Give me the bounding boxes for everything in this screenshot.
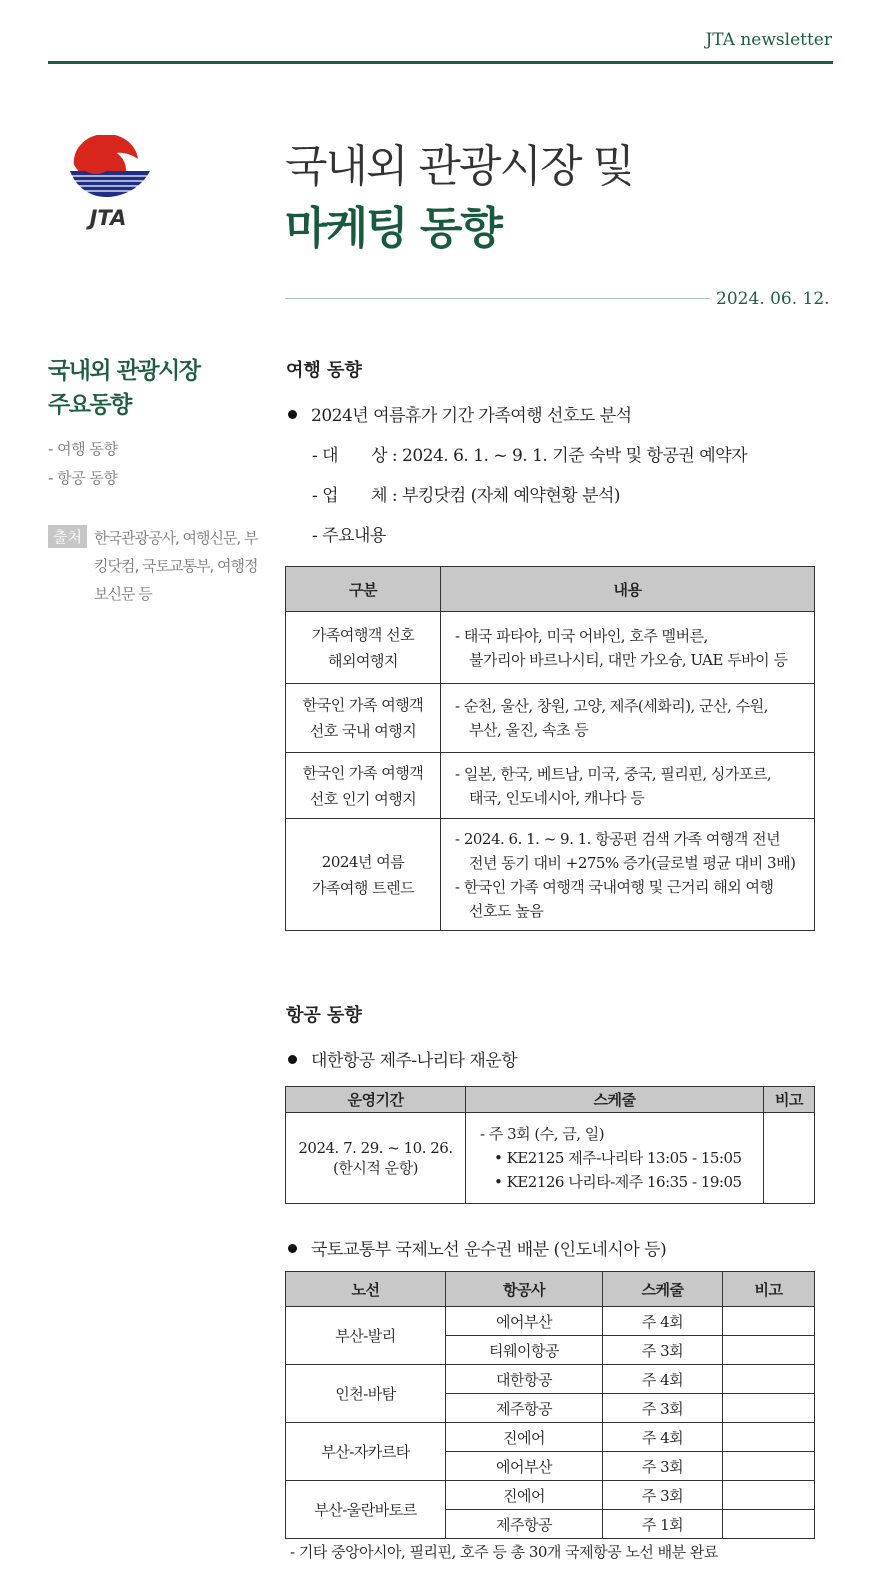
col-header: 비고 <box>764 1087 815 1113</box>
col-header: 노선 <box>286 1272 446 1307</box>
table-row <box>286 1307 815 1336</box>
travel-bullet <box>288 401 632 426</box>
route-allocation-table <box>285 1271 815 1539</box>
airline: 에어부산 <box>446 1307 603 1336</box>
travel-heading: 여행 동향 <box>286 360 362 381</box>
table-row <box>286 1481 815 1510</box>
travel-sub-content: - 주요내용 <box>312 526 386 546</box>
schedule-line: • KE2126 나리타-제주 16:35 - 19:05 <box>494 1173 742 1191</box>
sidebar-item-air[interactable]: - 항공 동향 <box>48 469 118 487</box>
sidebar-item-travel[interactable]: - 여행 동향 <box>48 440 118 458</box>
airline: 진에어 <box>446 1423 603 1452</box>
frequency: 주 4회 <box>603 1423 723 1452</box>
col-header: 스케줄 <box>603 1272 723 1307</box>
svg-text:JTA: JTA <box>89 206 127 230</box>
content-line: - 2024. 6. 1. ~ 9. 1. 항공편 검색 가족 여행객 전년 <box>455 829 781 848</box>
remark <box>764 1113 815 1204</box>
airline: 제주항공 <box>446 1510 603 1539</box>
travel-sub-company: - 업 체 : 부킹닷컴 (자체 예약현황 분석) <box>312 486 621 506</box>
category: 한국인 가족 여행객 <box>302 763 424 782</box>
remark <box>723 1510 815 1539</box>
category: 가족여행객 선호 <box>311 625 415 644</box>
airline: 에어부산 <box>446 1452 603 1481</box>
category: 2024년 여름 <box>321 852 405 871</box>
frequency: 주 3회 <box>603 1452 723 1481</box>
content-line: 불가리아 바르나시티, 대만 가오슝, UAE 두바이 등 <box>469 650 788 669</box>
table-row <box>286 684 815 753</box>
travel-sub-target: - 대 상 : 2024. 6. 1. ~ 9. 1. 기준 숙박 및 항공권 예약자 <box>312 446 747 466</box>
remark <box>723 1365 815 1394</box>
col-header: 운영기간 <box>286 1087 466 1113</box>
table-row <box>286 753 815 819</box>
content-line: - 순천, 울산, 창원, 고양, 제주(세화리), 군산, 수원, <box>455 697 768 715</box>
airline: 제주항공 <box>446 1394 603 1423</box>
table-row <box>286 819 815 931</box>
bullet-icon <box>288 410 297 419</box>
air-bullet-2 <box>288 1235 666 1260</box>
sidebar-title-line2: 주요동향 <box>48 392 131 418</box>
content-line: 태국, 인도네시아, 캐나다 등 <box>469 788 645 807</box>
period: 2024. 7. 29. ~ 10. 26. <box>298 1139 453 1157</box>
frequency: 주 3회 <box>603 1481 723 1510</box>
source-text: 한국관광공사, 여행신문, 부킹닷컴, 국토교통부, 여행정보신문 등 <box>94 529 258 603</box>
col-header: 비고 <box>723 1272 815 1307</box>
col-header: 항공사 <box>446 1272 603 1307</box>
col-header: 내용 <box>441 567 815 612</box>
content-line: 부산, 울진, 속초 등 <box>469 721 589 739</box>
content-line: - 한국인 가족 여행객 국내여행 및 근거리 해외 여행 <box>455 877 774 896</box>
remark <box>723 1336 815 1365</box>
air-heading: 항공 동향 <box>286 1005 362 1026</box>
travel-table <box>285 566 815 931</box>
route: 부산-자카르타 <box>286 1423 446 1481</box>
table-row <box>286 1423 815 1452</box>
remark <box>723 1423 815 1452</box>
bullet-text: 2024년 여름휴가 기간 가족여행 선호도 분석 <box>311 406 632 426</box>
col-header: 구분 <box>286 567 441 612</box>
table-row <box>286 1113 815 1204</box>
table-row <box>286 612 815 684</box>
page-title-line2: 마케팅 동향 <box>285 203 501 254</box>
korean-air-table <box>285 1086 815 1204</box>
source-badge: 출처 <box>48 525 87 548</box>
col-header: 스케줄 <box>466 1087 764 1113</box>
header-divider <box>48 61 833 64</box>
content-line: - 일본, 한국, 베트남, 미국, 중국, 필리핀, 싱가포르, <box>455 764 772 783</box>
bullet-icon <box>288 1244 297 1253</box>
category: 선호 인기 여행지 <box>309 789 417 808</box>
remark <box>723 1452 815 1481</box>
sidebar-title <box>48 354 200 422</box>
remark <box>723 1394 815 1423</box>
route: 인천-바탐 <box>286 1365 446 1423</box>
category: 한국인 가족 여행객 <box>302 696 424 714</box>
category: 선호 국내 여행지 <box>309 722 417 740</box>
route-note: - 기타 중앙아시아, 필리핀, 호주 등 총 30개 국제항공 노선 배분 완료 <box>290 1543 718 1561</box>
issue-date: 2024. 06. 12. <box>716 289 830 309</box>
route: 부산-발리 <box>286 1307 446 1365</box>
category: 가족여행 트렌드 <box>311 878 415 897</box>
remark <box>723 1307 815 1336</box>
schedule-line: • KE2125 제주-나리타 13:05 - 15:05 <box>494 1149 742 1167</box>
airline: 진에어 <box>446 1481 603 1510</box>
jta-logo <box>62 135 154 230</box>
table-row <box>286 1365 815 1394</box>
bullet-text: 국토교통부 국제노선 운수권 배분 (인도네시아 등) <box>311 1240 667 1260</box>
content-line: 전년 동기 대비 +275% 증가(글로벌 평균 대비 3배) <box>469 853 796 872</box>
frequency: 주 4회 <box>603 1307 723 1336</box>
airline: 대한항공 <box>446 1365 603 1394</box>
newsletter-brand: JTA newsletter <box>705 30 832 50</box>
remark <box>723 1481 815 1510</box>
page-title-line1: 국내외 관광시장 및 <box>285 141 634 192</box>
period-note: (한시적 운항) <box>333 1159 418 1177</box>
schedule-line: - 주 3회 (수, 금, 일) <box>480 1125 605 1143</box>
air-bullet-1 <box>288 1046 517 1071</box>
frequency: 주 1회 <box>603 1510 723 1539</box>
route: 부산-울란바토르 <box>286 1481 446 1539</box>
bullet-icon <box>288 1055 297 1064</box>
sidebar-title-line1: 국내외 관광시장 <box>48 358 200 384</box>
frequency: 주 4회 <box>603 1365 723 1394</box>
content-line: 선호도 높음 <box>469 901 544 920</box>
bullet-text: 대한항공 제주-나리타 재운항 <box>311 1051 518 1071</box>
frequency: 주 3회 <box>603 1394 723 1423</box>
frequency: 주 3회 <box>603 1336 723 1365</box>
airline: 티웨이항공 <box>446 1336 603 1365</box>
date-divider <box>285 298 710 299</box>
content-line: - 태국 파타야, 미국 어바인, 호주 멜버른, <box>455 626 708 645</box>
category: 해외여행지 <box>328 651 398 670</box>
